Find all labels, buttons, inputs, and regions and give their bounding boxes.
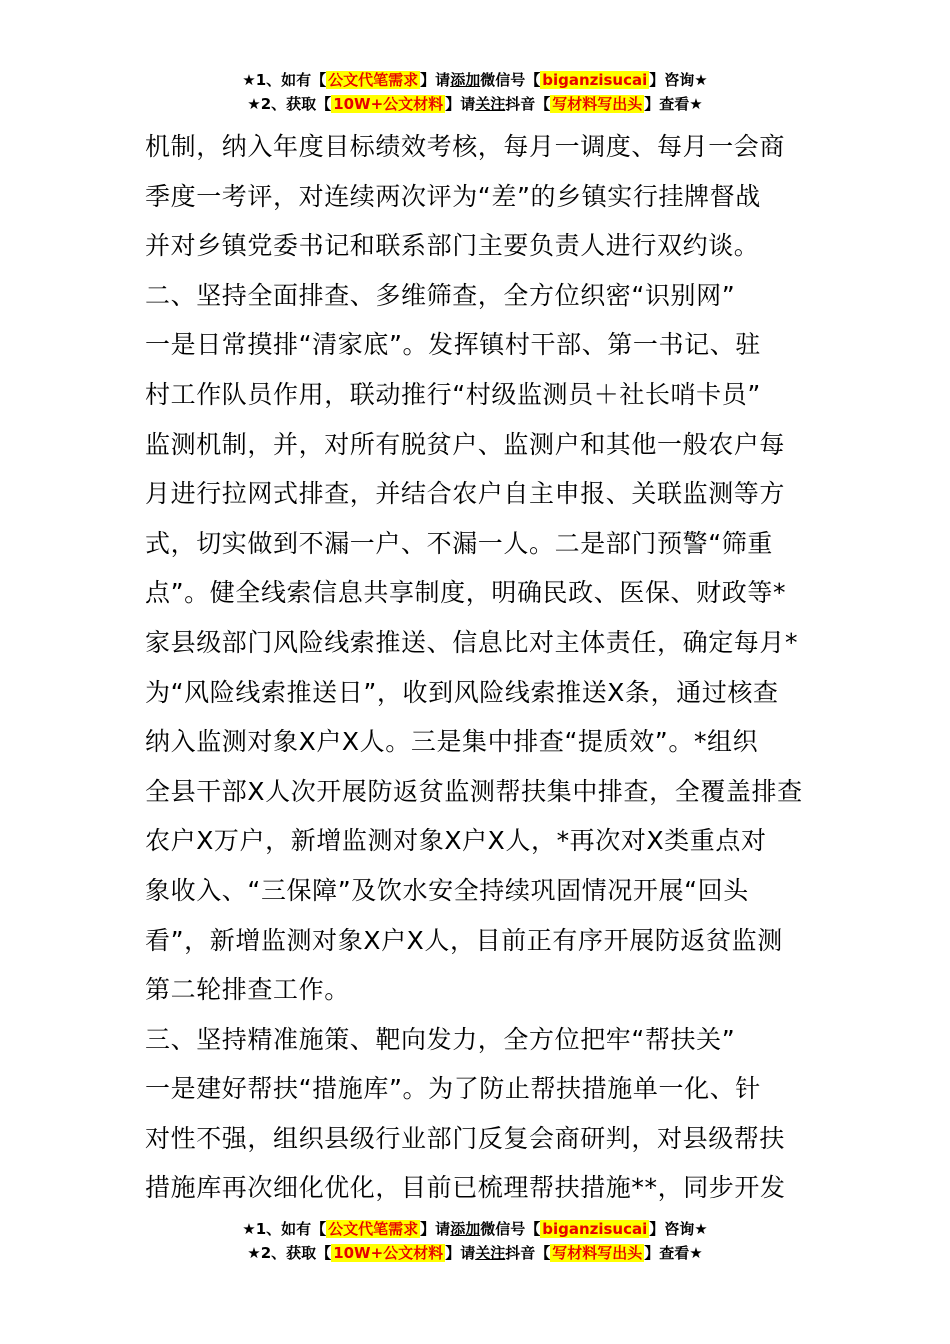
text-line: 对性不强，组织县级行业部门反复会商研判，对县级帮扶	[145, 1123, 786, 1153]
section-heading: 三、坚持精准施策、靶向发力，全方位把牢“帮扶关”	[145, 1024, 736, 1054]
banner-line-1: ★1、如有【 公文代笔需求 】请添加微信号【 biganzisucai 】咨询★	[242, 1220, 708, 1238]
text-line: 纳入监测对象X户X人。三是集中排查“提质效”。*组织	[145, 727, 759, 757]
section-heading: 二、坚持全面排查、多维筛查，全方位织密“识别网”	[145, 280, 736, 310]
text-line: 看”，新增监测对象X户X人，目前正有序开展防返贫监测	[145, 925, 783, 955]
banner-line-2: ★2、获取【 10W+公文材料 】请关注抖音【 写材料写出头 】查看★	[247, 95, 703, 113]
text-line: 全县干部X人次开展防返贫监测帮扶集中排查，全覆盖排查	[145, 776, 803, 806]
banner-line-1: ★1、如有【 公文代笔需求 】请添加微信号【 biganzisucai 】咨询★	[242, 71, 708, 89]
header-banner	[0, 68, 950, 116]
highlight-materials: 10W+公文材料	[333, 1244, 444, 1262]
footer-banner	[0, 1217, 950, 1265]
text-line: 月进行拉网式排查，并结合农户自主申报、关联监测等方	[145, 479, 786, 509]
banner-line-2: ★2、获取【 10W+公文材料 】请关注抖音【 写材料写出头 】查看★	[247, 1244, 703, 1262]
highlight-douyin: 写材料写出头	[552, 1244, 643, 1262]
text-line: 季度一考评，对连续两次评为“差”的乡镇实行挂牌督战	[145, 181, 761, 211]
highlight-douyin: 写材料写出头	[552, 95, 643, 113]
highlight-materials: 10W+公文材料	[333, 95, 444, 113]
text-line: 为“风险线索推送日”，收到风险线索推送X条，通过核查	[145, 677, 779, 707]
text-line: 象收入、“三保障”及饮水安全持续巩固情况开展“回头	[145, 875, 749, 905]
text-line: 家县级部门风险线索推送、信息比对主体责任，确定每月*	[145, 627, 799, 657]
text-line: 措施库再次细化优化，目前已梳理帮扶措施**，同步开发	[145, 1173, 786, 1203]
text-line: 一是日常摸排“清家底”。发挥镇村干部、第一书记、驻	[145, 330, 761, 360]
document-body	[145, 122, 810, 1213]
text-line: 并对乡镇党委书记和联系部门主要负责人进行双约谈。	[145, 231, 760, 261]
highlight-wechat-id: biganzisucai	[542, 71, 648, 89]
text-line: 农户X万户，新增监测对象X户X人，*再次对X类重点对	[145, 826, 767, 856]
highlight-service: 公文代笔需求	[328, 71, 419, 89]
highlight-wechat-id: biganzisucai	[542, 1220, 648, 1238]
text-line: 机制，纳入年度目标绩效考核，每月一调度、每月一会商	[145, 132, 786, 161]
text-line: 村工作队员作用，联动推行“村级监测员＋社长哨卡员”	[145, 379, 761, 409]
text-line: 点”。健全线索信息共享制度，明确民政、医保、财政等*	[145, 578, 787, 608]
highlight-service: 公文代笔需求	[328, 1220, 419, 1238]
text-line: 监测机制，并，对所有脱贫户、监测户和其他一般农户每	[145, 429, 786, 459]
text-line: 一是建好帮扶“措施库”。为了防止帮扶措施单一化、针	[145, 1074, 761, 1104]
text-line: 式，切实做到不漏一户、不漏一人。二是部门预警“筛重	[145, 528, 773, 558]
text-line: 第二轮排查工作。	[145, 975, 350, 1005]
